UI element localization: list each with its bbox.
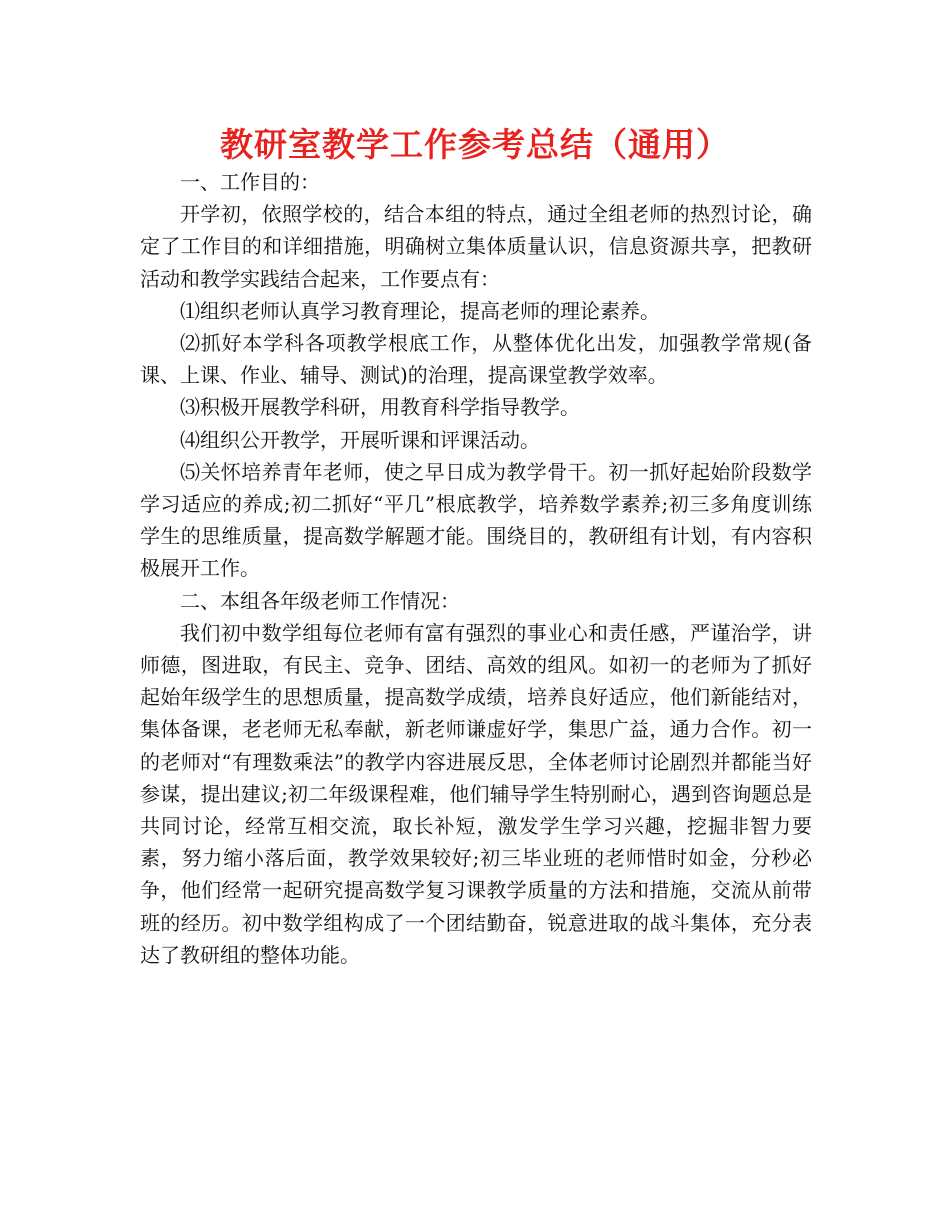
section-heading-teachers: 二、本组各年级老师工作情况： — [180, 588, 460, 613]
list-item: ⑶积极开展教学科研，用教育科学指导教学。 — [180, 395, 580, 420]
section-heading-goals: 一、工作目的： — [180, 170, 320, 194]
paragraph: 我们初中数学组每位老师有富有强烈的事业心和责任感，严谨治学，讲师德，图进取，有民主、竞争、团结、高效的组风。如初一的老师为了抓好起始年级学生的思想质量，提高数学成绩，培养良好适应，他们新能结对，集体备课，老老师无私奉献，新老师谦虚好学，集思广益，通力合作。初一的老师对“有理数乘法”的教学内容进展反思，全体老师讨论剧烈并都能当好参谋，提出建议;初二年级课程难，他们辅导学生特别耐心，遇到咨询题总是共同讨论，经常互相交流，取长补短，激发学生学习兴趣，挖掘非智力要素，努力缩小落后面，教学效果较好;初三毕业班的老师惜时如金，分秒必争，他们经常一起研究提高数学复习课教学质量的方法和措施，交流从前带班的经历。初中数学组构成了一个团结勤奋，锐意进取的战斗集体，充分表达了教研组的整体功能。 — [140, 620, 812, 967]
list-item: ⑷组织公开教学，开展听课和评课活动。 — [180, 427, 540, 452]
paragraph: 开学初，依照学校的，结合本组的特点，通过全组老师的热烈讨论，确定了工作目的和详细措施，明确树立集体质量认识，信息资源共享，把教研活动和教学实践结合起来，工作要点有： — [140, 202, 812, 291]
list-item: ⑴组织老师认真学习教育理论，提高老师的理论素养。 — [180, 298, 660, 323]
document-title: 教研室教学工作参考总结（通用） — [220, 125, 730, 164]
document-body — [140, 166, 812, 971]
list-item: ⑵抓好本学科各项教学根底工作，从整体优化出发，加强教学常规(备课、上课、作业、辅导、测试)的治理，提高课堂教学效率。 — [140, 331, 812, 388]
list-item: ⑸关怀培养青年老师，使之早日成为教学骨干。初一抓好起始阶段数学学习适应的养成;初二抓好“平几”根底教学，培养数学素养;初三多角度训练学生的思维质量，提高数学解题才能。围绕目的，教研组有计划，有内容积极展开工作。 — [140, 459, 812, 581]
